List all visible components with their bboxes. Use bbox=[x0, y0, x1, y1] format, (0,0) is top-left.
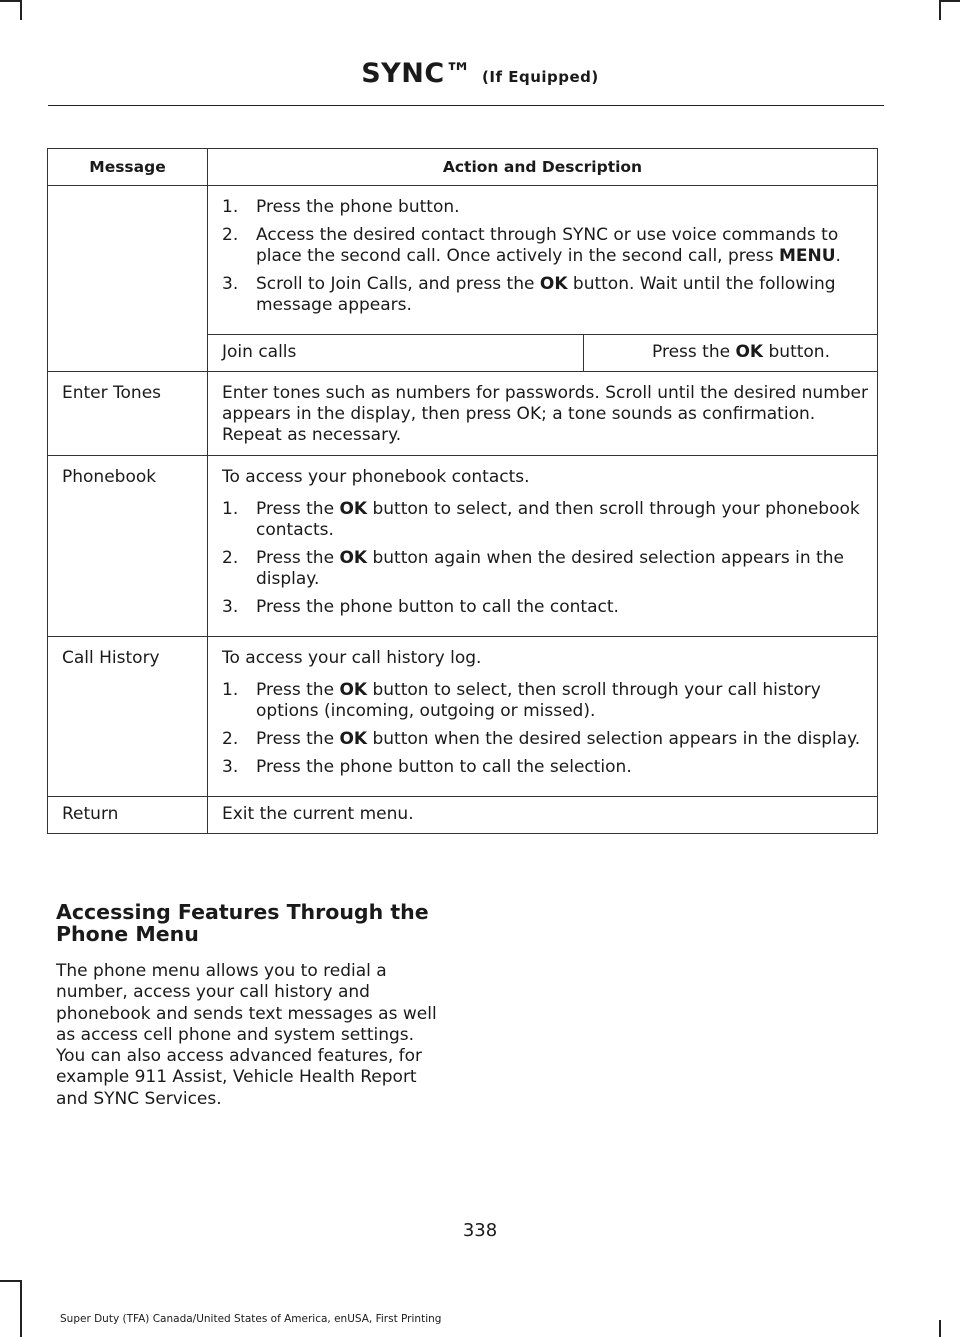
list-item: 1. Press the phone button. bbox=[222, 197, 460, 217]
key-label: OK bbox=[735, 342, 764, 362]
table-row bbox=[48, 372, 878, 456]
table-row bbox=[48, 186, 878, 372]
step-list bbox=[222, 197, 869, 316]
action-intro: To access your phonebook contacts. bbox=[222, 467, 530, 487]
crop-mark bbox=[20, 1280, 22, 1337]
key-label: OK bbox=[339, 680, 368, 700]
message-cell bbox=[48, 186, 208, 372]
message-cell: Enter Tones bbox=[62, 383, 162, 403]
message-cell: Return bbox=[62, 804, 119, 824]
table-row bbox=[48, 637, 878, 797]
column-header-action: Action and Description bbox=[208, 149, 878, 186]
key-label: OK bbox=[339, 499, 368, 519]
list-item: 1. Press the OK button to select, and then scroll through your phonebook contacts. bbox=[222, 499, 860, 540]
action-description: Exit the current menu. bbox=[222, 804, 414, 824]
key-label: OK bbox=[539, 274, 568, 294]
key-label: MENU bbox=[778, 246, 836, 266]
crop-mark bbox=[20, 0, 22, 20]
page-header bbox=[0, 58, 960, 89]
action-description: Enter tones such as numbers for passwords. Scroll until the desired number appears in the display, then press OK; a tone sounds as confirmation. Repeat as necessary. bbox=[222, 383, 869, 445]
section-heading: Accessing Features Through the Phone Menu bbox=[56, 900, 429, 946]
list-item: 3. Press the phone button to call the contact. bbox=[222, 597, 619, 617]
header-divider bbox=[48, 105, 884, 106]
inner-message: Join calls bbox=[208, 335, 584, 372]
crop-mark bbox=[939, 0, 960, 2]
list-item: 2. Access the desired contact through SYNC or use voice commands to place the second call. Once actively in the second call, press MENU. bbox=[222, 225, 841, 266]
action-intro: To access your call history log. bbox=[222, 648, 482, 668]
key-label: OK bbox=[339, 729, 368, 749]
header-subtitle: (If Equipped) bbox=[482, 68, 599, 86]
crop-mark bbox=[939, 0, 941, 20]
list-item: 2. Press the OK button when the desired selection appears in the display. bbox=[222, 729, 861, 749]
message-cell: Phonebook bbox=[62, 467, 157, 487]
column-header-message: Message bbox=[48, 149, 208, 186]
list-item: 3. Press the phone button to call the selection. bbox=[222, 757, 632, 777]
crop-mark bbox=[0, 1280, 20, 1282]
step-list bbox=[222, 680, 869, 778]
list-item: 1. Press the OK button to select, then scroll through your call history options (incoming, outgoing or missed). bbox=[222, 680, 821, 721]
crop-mark bbox=[939, 1320, 941, 1337]
message-cell: Call History bbox=[62, 648, 160, 668]
table-row bbox=[48, 456, 878, 637]
message-table bbox=[47, 148, 878, 834]
crop-mark bbox=[0, 0, 20, 2]
list-item: 3. Scroll to Join Calls, and press the OK button. Wait until the following message appears. bbox=[222, 274, 836, 315]
table-row bbox=[48, 797, 878, 834]
page-number: 338 bbox=[462, 1220, 498, 1241]
header-title: SYNC™ bbox=[361, 58, 473, 89]
footer-text: Super Duty (TFA) Canada/United States of America, enUSA, First Printing bbox=[60, 1313, 442, 1325]
inner-message-table bbox=[208, 334, 877, 371]
section-body: The phone menu allows you to redial a number, access your call history and phonebook and sends text messages as well as access cell phone and system settings. You can also access advanced features, for example 911 Assist, Vehicle Health Report and SYNC Services. bbox=[56, 961, 437, 1109]
table-row bbox=[208, 335, 877, 372]
inner-action: Press the OK button. bbox=[584, 335, 878, 372]
key-label: OK bbox=[339, 548, 368, 568]
action-cell bbox=[208, 186, 878, 372]
step-list bbox=[222, 499, 869, 618]
table-header-row bbox=[48, 149, 878, 186]
list-item: 2. Press the OK button again when the desired selection appears in the display. bbox=[222, 548, 844, 589]
